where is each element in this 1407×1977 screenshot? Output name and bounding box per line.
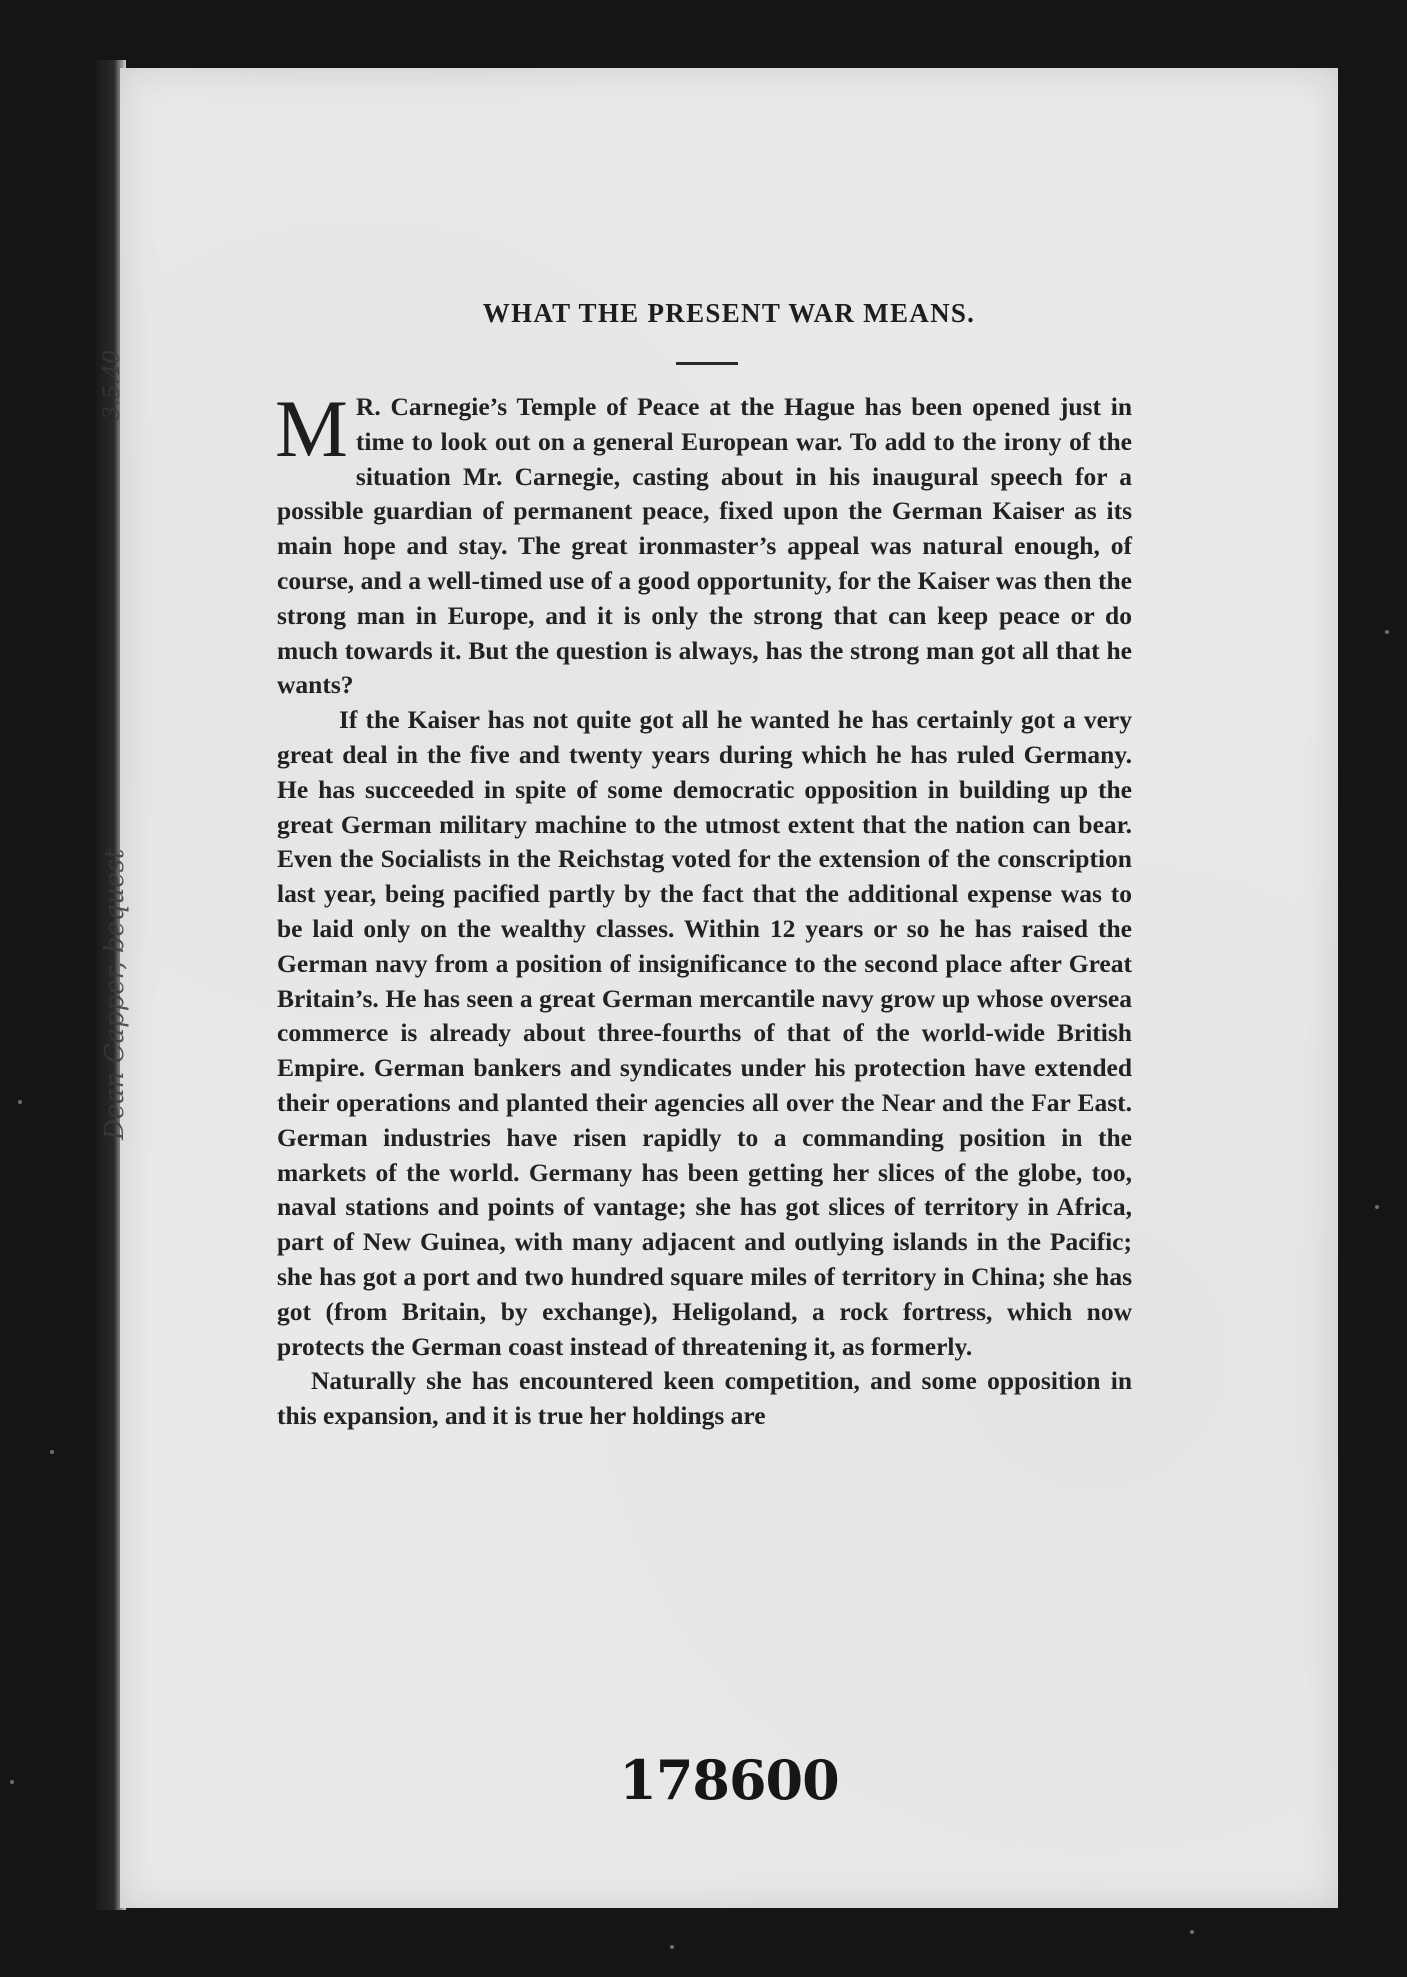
handwritten-margin-date: 3.5.40 [100, 350, 125, 420]
dust-speck [1385, 630, 1389, 634]
paragraph-1 [275, 383, 1132, 703]
paragraph-3: Naturally she has encountered keen competition, and some opposition in this expansion, and it is true her holdings are [277, 1366, 1132, 1431]
dust-speck [10, 1780, 14, 1784]
accession-number-stamp: 178600 [619, 1748, 839, 1812]
title-rule [676, 362, 738, 365]
dust-speck [1190, 1930, 1194, 1934]
handwritten-margin-note: Dean [100, 1071, 130, 1140]
drop-cap: M [275, 383, 348, 474]
dust-speck [1375, 1205, 1379, 1209]
paragraph-1-text: R. Carnegie’s Temple of Peace at the Hague has been opened just in time to look out on a general European war. To add to the irony of the situation Mr. Carnegie, casting about in his inaugural speech for a possible guardian of permanent peace, fixed upon the German Kaiser as its main hope and stay. The great ironmaster’s appeal was natural enough, of course, and a well-timed use of a good opportunity, for the Kaiser was then the strong man in Europe, and it is only the strong that can keep peace or do much towards it. But the question is always, has the strong man got all that he wants? [277, 392, 1132, 700]
paragraph-2: If the Kaiser has not quite got all he wanted he has certainly got a very great deal in the five and twenty years during which he has ruled Germany. He has succeeded in spite of some democratic opposition in building up the great German military machine to the utmost extent that the nation can bear. Even the Socialists in the Reichstag voted for the extension of the conscription last year, being pacified partly by the fact that the additional expense was to be laid only on the wealthy classes. Within 12 years or so he has raised the German navy from a position of insignificance to the second place after Great Britain’s. He has seen a great German mercantile navy grow up whose oversea commerce is already about three-fourths of that of the world-wide British Empire. German bankers and syndicates under his protection have extended their operations and planted their agencies all over the Near and the Far East. German industries have risen rapidly to a commanding position in the markets of the world. Germany has been getting her slices of the globe, too, naval stations and points of vantage; she has got slices of territory in Africa, part of New Guinea, with many adjacent and outlying islands in the Pacific; she has got a port and two hundred square miles of territory in China; she has got (from Britain, by exchange), Heligoland, a rock fortress, which now protects the German coast instead of threatening it, as formerly. [277, 705, 1132, 1361]
dust-speck [670, 1945, 674, 1949]
dust-speck [18, 1100, 22, 1104]
article-body [275, 383, 1132, 1434]
document-title: WHAT THE PRESENT WAR MEANS. [482, 298, 976, 328]
dust-speck [50, 1450, 54, 1454]
